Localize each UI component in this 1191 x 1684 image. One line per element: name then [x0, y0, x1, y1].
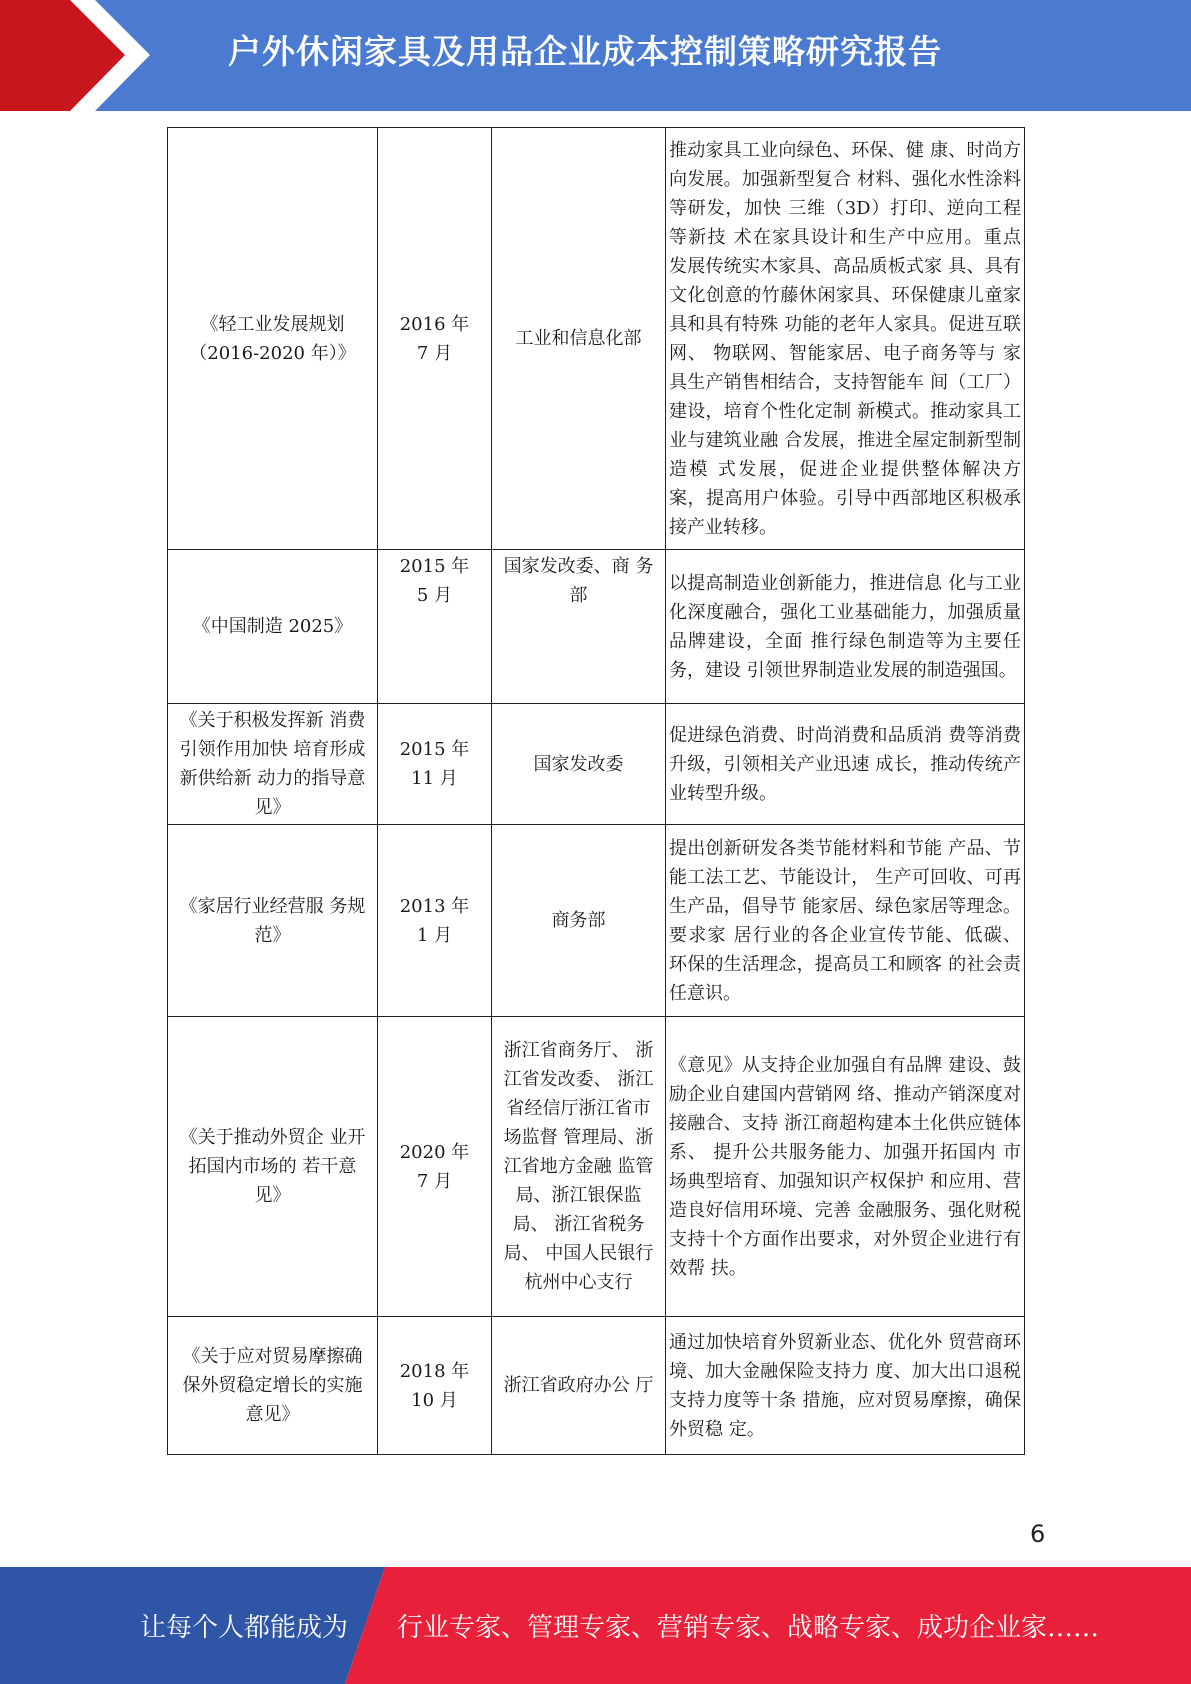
policy-date-cell — [378, 550, 492, 704]
policy-name-cell: 《关于应对贸易摩擦确保外贸稳定增长的实施意见》 — [168, 1317, 378, 1455]
policy-dept-cell: 商务部 — [492, 825, 666, 1017]
policy-date-month: 1 月 — [416, 924, 453, 946]
policy-name-cell: 《家居行业经营服 务规范》 — [168, 825, 378, 1017]
footer-slogan-right: 行业专家、管理专家、营销专家、战略专家、成功企业家…… — [397, 1613, 1100, 1643]
policy-date-year: 2015 年 — [399, 556, 470, 577]
policy-date-month: 10 月 — [411, 1389, 458, 1411]
policy-content-cell: 通过加快培育外贸新业态、优化外 贸营商环境、加大金融保险支持力 度、加大出口退税支持力度等十条 措施，应对贸易摩擦，确保外贸稳 定。 — [666, 1317, 1025, 1455]
policy-date-cell — [378, 1017, 492, 1317]
policy-date-year: 2020 年 — [399, 1141, 470, 1163]
policy-date-month: 5 月 — [416, 585, 453, 606]
policy-date-month: 7 月 — [416, 1170, 453, 1192]
policy-date-year: 2013 年 — [399, 895, 470, 917]
policy-dept-cell: 浙江省商务厅、 浙江省发改委、 浙江省经信厅浙江省市场监督 管理局、浙江省地方金融 监管局、浙江银保监局、 浙江省税务局、 中国人民银行杭州中心支行 — [492, 1017, 666, 1317]
policy-date-year: 2018 年 — [399, 1360, 470, 1382]
policy-date-cell — [378, 128, 492, 550]
table-row — [168, 128, 1025, 550]
policy-name-cell: 《关于推动外贸企 业开拓国内市场的 若干意见》 — [168, 1017, 378, 1317]
policy-dept-cell: 国家发改委 — [492, 704, 666, 825]
table-row — [168, 1017, 1025, 1317]
policy-date-cell — [378, 1317, 492, 1455]
policy-dept-cell: 工业和信息化部 — [492, 128, 666, 550]
page-number: 6 — [1030, 1520, 1046, 1548]
policy-date-month: 7 月 — [416, 342, 453, 364]
policy-name-cell: 《关于积极发挥新 消费引领作用加快 培育形成新供给新 动力的指导意见》 — [168, 704, 378, 825]
policy-content-cell: 以提高制造业创新能力，推进信息 化与工业化深度融合，强化工业基础能力，加强质量品牌建设，全面 推行绿色制造等为主要任务，建设 引领世界制造业发展的制造强国。 — [666, 550, 1025, 704]
table-row — [168, 1317, 1025, 1455]
policy-content-cell: 《意见》从支持企业加强自有品牌 建设、鼓励企业自建国内营销网 络、推动产销深度对接融合、支持 浙江商超构建本土化供应链体系、 提升公共服务能力、加强开拓国内 市场典型培育、加强知识产权保护 和应用、营造良好信用环境、完善 金融服务、强化财税支持十个方面作出要求，对外贸企业进行有效帮 扶。 — [666, 1017, 1025, 1317]
policy-name-cell: 《中国制造 2025》 — [168, 550, 378, 704]
header-arrow-decoration — [0, 0, 160, 111]
policy-name-cell: 《轻工业发展规划（2016-2020 年）》 — [168, 128, 378, 550]
policy-date-year: 2015 年 — [399, 739, 470, 760]
page-title: 户外休闲家具及用品企业成本控制策略研究报告 — [228, 32, 942, 71]
policy-dept-cell: 浙江省政府办公 厅 — [492, 1317, 666, 1455]
policy-table — [167, 127, 1025, 1455]
policy-dept-cell: 国家发改委、商 务部 — [492, 550, 666, 704]
policy-date-month: 11 月 — [411, 768, 458, 789]
table-row — [168, 704, 1025, 825]
table-row — [168, 825, 1025, 1017]
policy-date-cell — [378, 825, 492, 1017]
table-row — [168, 550, 1025, 704]
policy-content-cell: 促进绿色消费、时尚消费和品质消 费等消费升级，引领相关产业迅速 成长，推动传统产业转型升级。 — [666, 704, 1025, 825]
policy-date-cell — [378, 704, 492, 825]
policy-content-cell: 提出创新研发各类节能材料和节能 产品、节能工法工艺、节能设计， 生产可回收、可再生产品，倡导节 能家居、绿色家居等理念。要求家 居行业的各企业宣传节能、低碳、 环保的生活理念，提高员工和顾客 的社会责任意识。 — [666, 825, 1025, 1017]
footer-slogan-left: 让每个人都能成为 — [140, 1613, 349, 1643]
page-header — [0, 0, 1191, 111]
page-footer — [0, 1567, 1191, 1684]
policy-content-cell: 推动家具工业向绿色、环保、健 康、时尚方向发展。加强新型复合 材料、强化水性涂料等研发，加快 三维（3D）打印、逆向工程等新技 术在家具设计和生产中应用。重点 发展传统实木家具、高品质板式家 具、具有文化创意的竹藤休闲家具、环保健康儿童家具和具有特殊 功能的老年人家具。促进互联网、 物联网、智能家居、电子商务等与 家具生产销售相结合，支持智能车 间（工厂）建设，培育个性化定制 新模式。推动家具工业与建筑业融 合发展，推进全屋定制新型制造模 式发展，促进企业提供整体解决方 案，提高用户体验。引导中西部地区积极承接产业转移。 — [666, 128, 1025, 550]
policy-date-year: 2016 年 — [399, 313, 470, 335]
